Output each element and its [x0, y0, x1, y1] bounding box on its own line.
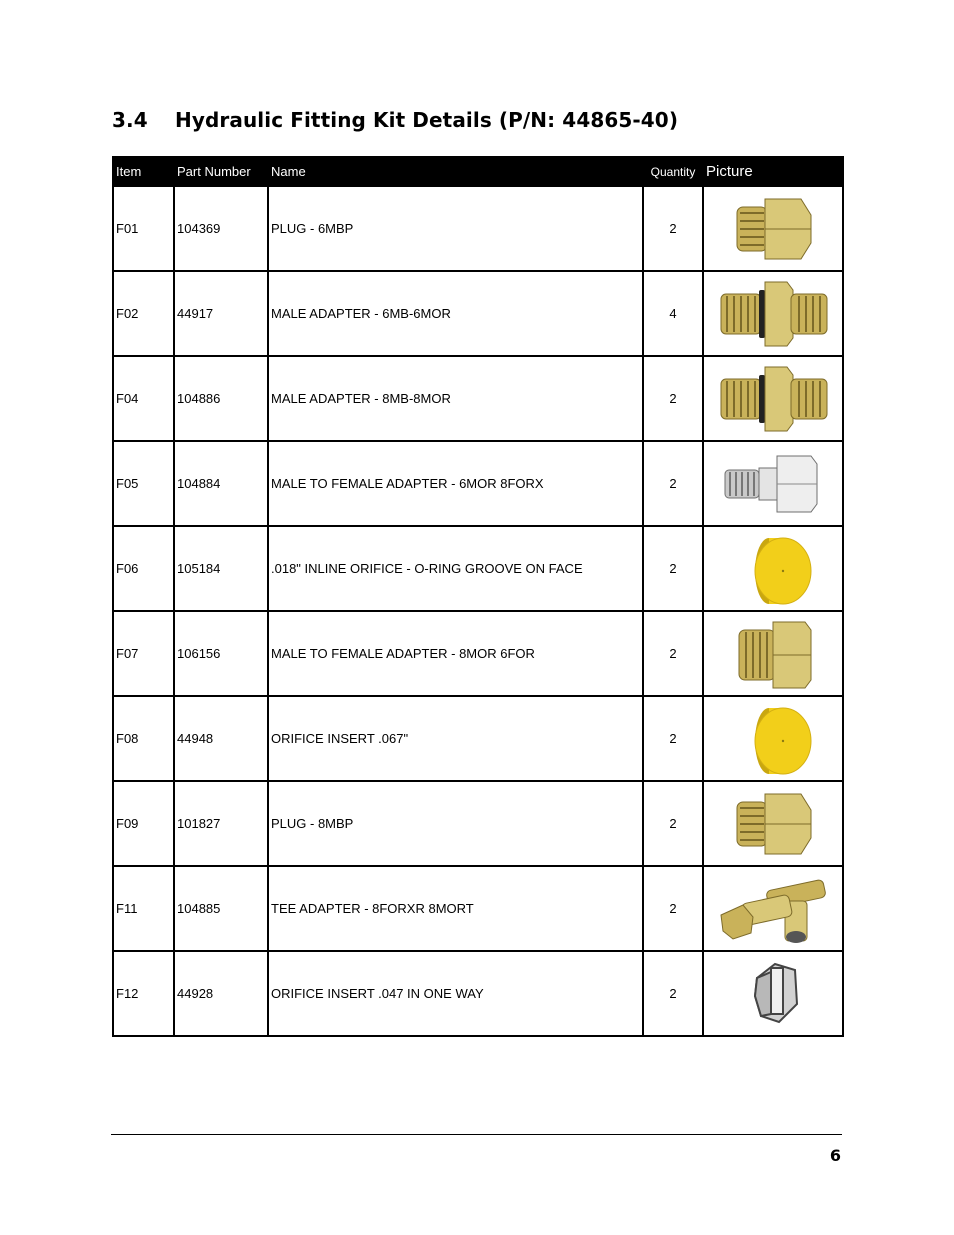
cell-quantity: 4 — [643, 271, 703, 356]
column-header-quantity: Quantity — [643, 157, 703, 186]
cell-item: F07 — [113, 611, 174, 696]
plug-fitting-icon — [704, 191, 842, 267]
table-header-row — [113, 157, 843, 186]
cell-part-number: 44948 — [174, 696, 268, 781]
cell-item: F08 — [113, 696, 174, 781]
cell-part-number: 104885 — [174, 866, 268, 951]
cell-part-number: 44917 — [174, 271, 268, 356]
cell-picture — [703, 951, 843, 1036]
cell-picture — [703, 781, 843, 866]
cell-name: TEE ADAPTER - 8FORXR 8MORT — [268, 866, 643, 951]
table-row — [113, 781, 843, 866]
cell-quantity: 2 — [643, 781, 703, 866]
cell-name: MALE ADAPTER - 6MB-6MOR — [268, 271, 643, 356]
table-row — [113, 271, 843, 356]
table-row — [113, 441, 843, 526]
cell-quantity: 2 — [643, 526, 703, 611]
cell-picture — [703, 526, 843, 611]
male-adapter-icon — [704, 276, 842, 352]
table-row — [113, 356, 843, 441]
cell-name: PLUG - 6MBP — [268, 186, 643, 271]
cell-part-number: 106156 — [174, 611, 268, 696]
cell-name: ORIFICE INSERT .067" — [268, 696, 643, 781]
cell-item: F06 — [113, 526, 174, 611]
male-adapter-icon — [704, 361, 842, 437]
orifice-disc-icon — [704, 701, 842, 777]
cell-item: F09 — [113, 781, 174, 866]
cell-quantity: 2 — [643, 441, 703, 526]
page-number: 6 — [829, 1146, 841, 1165]
section-heading — [112, 108, 678, 132]
table-row — [113, 866, 843, 951]
cell-item: F01 — [113, 186, 174, 271]
cell-name: MALE ADAPTER - 8MB-8MOR — [268, 356, 643, 441]
column-header-part-number: Part Number — [174, 157, 268, 186]
cell-quantity: 2 — [643, 611, 703, 696]
footer-divider — [111, 1134, 842, 1135]
cell-item: F11 — [113, 866, 174, 951]
cell-quantity: 2 — [643, 186, 703, 271]
section-number: 3.4 — [112, 108, 148, 132]
cell-item: F05 — [113, 441, 174, 526]
cell-picture — [703, 356, 843, 441]
orifice-insert-icon — [704, 956, 842, 1032]
column-header-item: Item — [113, 157, 174, 186]
cell-part-number: 105184 — [174, 526, 268, 611]
cell-quantity: 2 — [643, 866, 703, 951]
table-row — [113, 951, 843, 1036]
cell-quantity: 2 — [643, 696, 703, 781]
cell-part-number: 104884 — [174, 441, 268, 526]
section-title: Hydraulic Fitting Kit Details (P/N: 44865-40) — [175, 108, 679, 132]
reducer-adapter-icon — [704, 616, 842, 692]
cell-name: MALE TO FEMALE ADAPTER - 6MOR 8FORX — [268, 441, 643, 526]
tee-adapter-icon — [704, 871, 842, 947]
swivel-adapter-icon — [704, 446, 842, 522]
table-row — [113, 611, 843, 696]
cell-picture — [703, 696, 843, 781]
cell-item: F04 — [113, 356, 174, 441]
cell-name: PLUG - 8MBP — [268, 781, 643, 866]
cell-part-number: 44928 — [174, 951, 268, 1036]
cell-picture — [703, 866, 843, 951]
cell-part-number: 104369 — [174, 186, 268, 271]
orifice-disc-icon — [704, 531, 842, 607]
plug-fitting-icon — [704, 786, 842, 862]
table-row — [113, 696, 843, 781]
cell-picture — [703, 271, 843, 356]
cell-item: F02 — [113, 271, 174, 356]
cell-quantity: 2 — [643, 356, 703, 441]
table-row — [113, 186, 843, 271]
parts-table — [112, 156, 844, 1037]
cell-quantity: 2 — [643, 951, 703, 1036]
cell-part-number: 101827 — [174, 781, 268, 866]
cell-name: MALE TO FEMALE ADAPTER - 8MOR 6FOR — [268, 611, 643, 696]
cell-picture — [703, 186, 843, 271]
cell-picture — [703, 441, 843, 526]
table-row — [113, 526, 843, 611]
column-header-name: Name — [268, 157, 643, 186]
cell-name: ORIFICE INSERT .047 IN ONE WAY — [268, 951, 643, 1036]
cell-picture — [703, 611, 843, 696]
cell-name: .018" INLINE ORIFICE - O-RING GROOVE ON FACE — [268, 526, 643, 611]
cell-part-number: 104886 — [174, 356, 268, 441]
column-header-picture: Picture — [703, 157, 843, 186]
cell-item: F12 — [113, 951, 174, 1036]
